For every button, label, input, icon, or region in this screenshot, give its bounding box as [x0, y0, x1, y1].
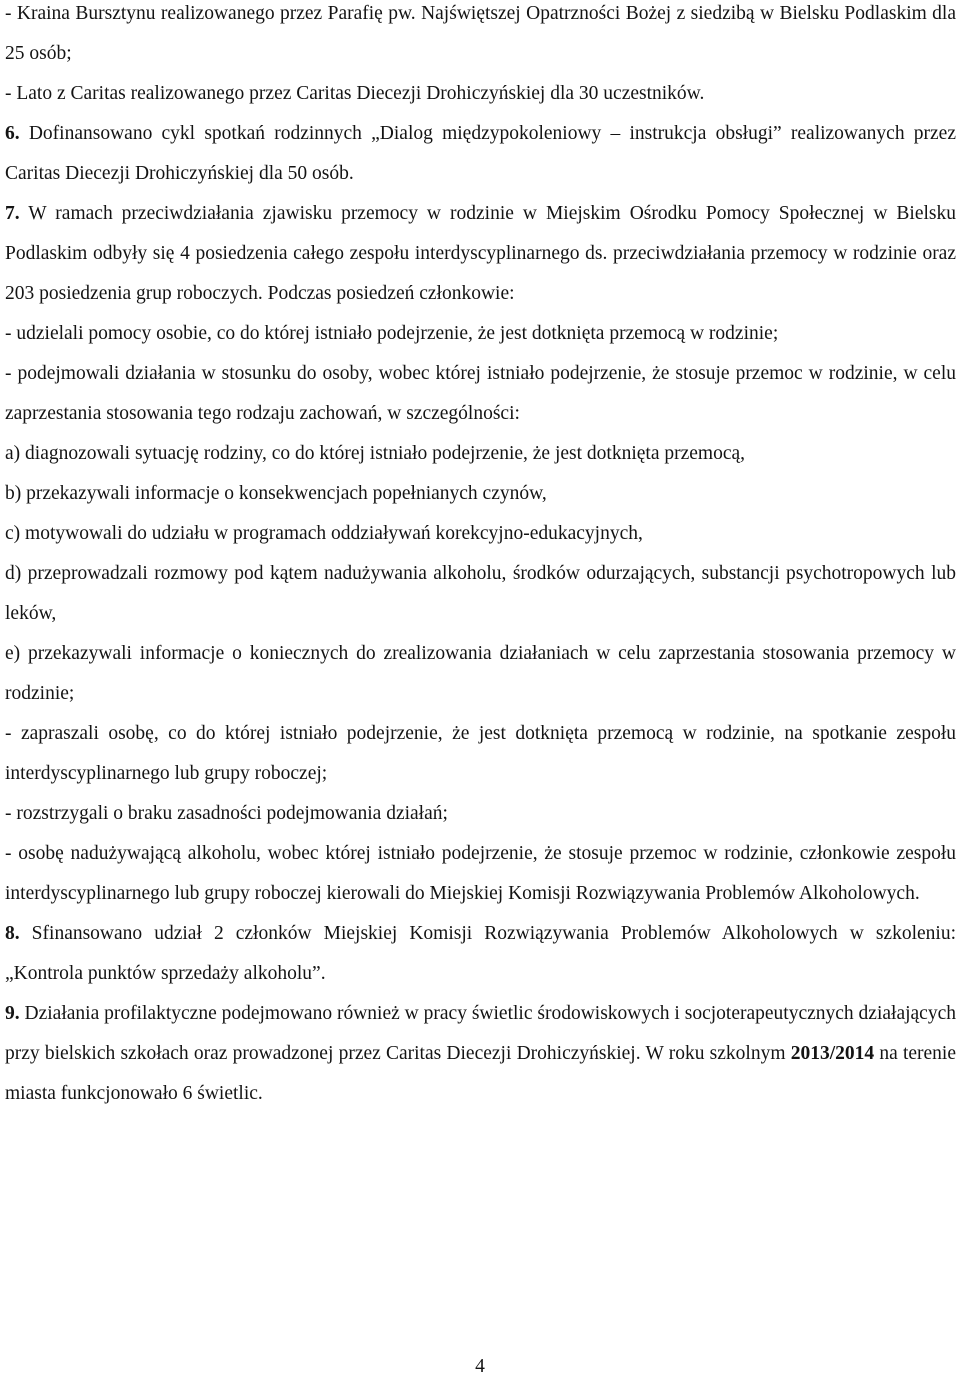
item-6-number: 6.	[5, 123, 20, 144]
item-7-number: 7.	[5, 203, 20, 224]
document-body	[5, 0, 956, 1114]
item-8-text: Sfinansowano udział 2 członków Miejskiej Komisji Rozwiązywania Problemów Alkoholowych w szkoleniu: „Kontrola punktów sprzedaży alkoholu”.	[5, 923, 956, 984]
item-8-number: 8.	[5, 923, 20, 944]
item-7-text: W ramach przeciwdziałania zjawisku przemocy w rodzinie w Miejskim Ośrodku Pomocy Społecznej w Bielsku Podlaskim odbyły się 4 posiedzenia całego zespołu interdyscyplinarnego ds. przeciwdziałania przemocy w rodzinie oraz 203 posiedzenia grup roboczych. Podczas posiedzeń członkowie:	[5, 203, 956, 304]
bullet-rozstrzygali: - rozstrzygali o braku zasadności podejmowania działań;	[5, 803, 448, 824]
bullet-udzielali-pomocy: - udzielali pomocy osobie, co do której istniało podejrzenie, że jest dotknięta przemocą w rodzinie;	[5, 323, 779, 344]
item-9-school-year: 2013/2014	[790, 1043, 875, 1064]
subitem-e: e) przekazywali informacje o koniecznych do zrealizowania działaniach w celu zaprzestania stosowania przemocy w rodzinie;	[5, 643, 956, 704]
paragraph-item-7	[5, 194, 956, 314]
paragraph-lato-z-caritas: - Lato z Caritas realizowanego przez Caritas Diecezji Drohiczyńskiej dla 30 uczestników.	[5, 83, 705, 104]
item-6-text: Dofinansowano cykl spotkań rodzinnych „Dialog międzypokoleniowy – instrukcja obsługi” realizowanych przez Caritas Diecezji Drohiczyńskiej dla 50 osób.	[5, 123, 956, 184]
paragraph-item-9	[5, 994, 956, 1114]
item-9-text-before: Działania profilaktyczne podejmowano również w pracy świetlic środowiskowych i socjoterapeutycznych działających przy bielskich szkołach oraz prowadzonej przez Caritas Diecezji Drohiczyńskiej. W roku szkolnym	[5, 1003, 956, 1064]
item-9-number: 9.	[5, 1003, 20, 1024]
subitem-a: a) diagnozowali sytuację rodziny, co do której istniało podejrzenie, że jest dotknięta przemocą,	[5, 443, 746, 464]
paragraph-item-6	[5, 114, 956, 194]
subitem-b: b) przekazywali informacje o konsekwencjach popełnianych czynów,	[5, 483, 547, 504]
item-9-text-after: na terenie miasta funkcjonowało 6 świetlic.	[5, 1043, 957, 1104]
bullet-podejmowali-dzialania: - podejmowali działania w stosunku do osoby, wobec której istniało podejrzenie, że stosuje przemoc w rodzinie, w celu zaprzestania stosowania tego rodzaju zachowań, w szczególności:	[5, 363, 956, 424]
paragraph-item-8	[5, 914, 956, 994]
bullet-zapraszali-osobe: - zapraszali osobę, co do której istniało podejrzenie, że jest dotknięta przemocą w rodzinie, na spotkanie zespołu interdyscyplinarnego lub grupy roboczej;	[5, 723, 956, 784]
page-number: 4	[475, 1356, 485, 1377]
bullet-osobe-naduzywajaca: - osobę nadużywającą alkoholu, wobec której istniało podejrzenie, że stosuje przemoc w rodzinie, członkowie zespołu interdyscyplinarnego lub grupy roboczej kierowali do Miejskiej Komisji Rozwiązywania Problemów Alkoholowych.	[5, 843, 956, 904]
subitem-c: c) motywowali do udziału w programach oddziaływań korekcyjno-edukacyjnych,	[5, 523, 643, 544]
paragraph-kraina-bursztynu: - Kraina Bursztynu realizowanego przez Parafię pw. Najświętszej Opatrzności Bożej z siedzibą w Bielsku Podlaskim dla 25 osób;	[5, 3, 956, 64]
subitem-d: d) przeprowadzali rozmowy pod kątem nadużywania alkoholu, środków odurzających, substancji psychotropowych lub leków,	[5, 563, 956, 624]
